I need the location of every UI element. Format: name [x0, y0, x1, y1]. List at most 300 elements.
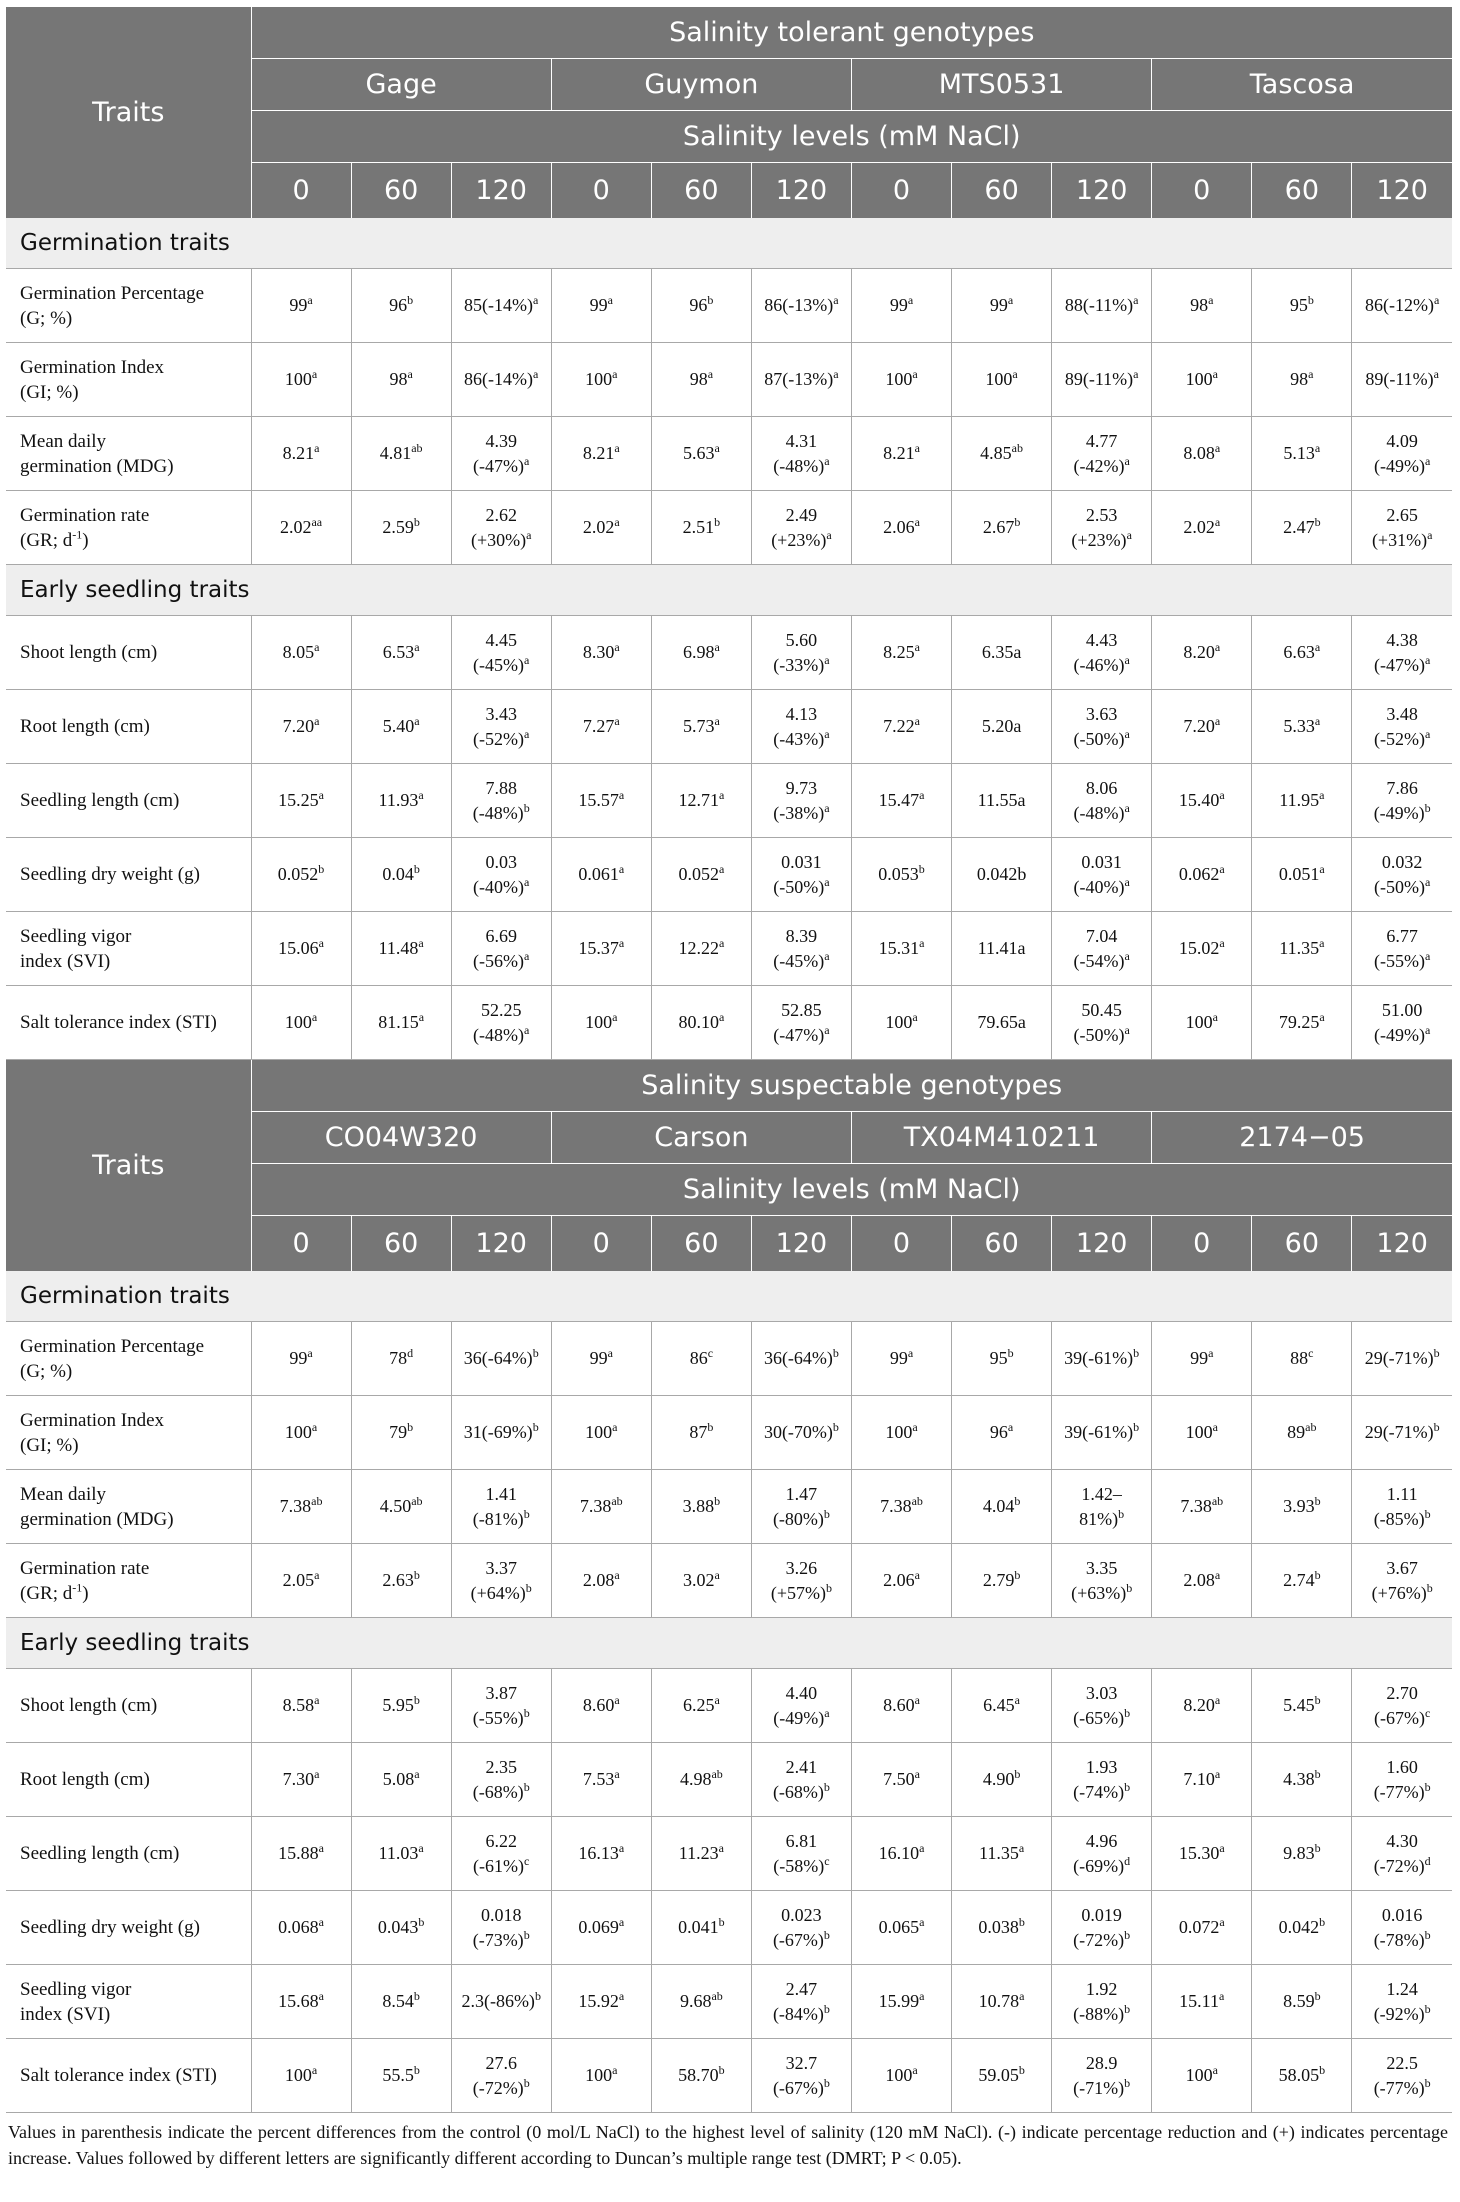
significance-letter: a	[1219, 788, 1225, 802]
value-text: 11.03	[378, 1843, 419, 1863]
value-cell	[952, 1965, 1052, 2039]
value-text: 8.30	[582, 642, 615, 662]
value-cell	[651, 986, 751, 1060]
significance-letter: a	[919, 1841, 925, 1855]
trait-cell	[6, 1965, 251, 2039]
value-cell	[751, 764, 851, 838]
section-title: Early seedling traits	[6, 1618, 1452, 1669]
value-text: 6.98	[682, 642, 715, 662]
value-cell	[451, 764, 551, 838]
significance-letter: a	[1314, 441, 1321, 455]
value-cell	[651, 838, 751, 912]
significance-letter: a	[614, 640, 620, 654]
value-cell	[1052, 1396, 1152, 1470]
value-cell	[952, 1817, 1052, 1891]
value-cell	[1052, 838, 1152, 912]
significance-letter: a	[1212, 367, 1218, 381]
value-text: 0.042b	[976, 864, 1027, 884]
table-row	[6, 1891, 1452, 1965]
value-cell	[751, 417, 851, 491]
significance-letter: a	[1314, 714, 1321, 728]
trait-cell	[6, 1669, 251, 1743]
value-text: 15.25	[278, 790, 319, 810]
value-cell	[1252, 838, 1352, 912]
value-cell	[851, 616, 951, 690]
significance-letter: a	[1018, 1841, 1025, 1855]
value-text: 89(-11%)	[1365, 369, 1434, 389]
significance-letter: a	[614, 441, 620, 455]
significance-letter: b	[1014, 1568, 1021, 1582]
value-cell	[251, 1743, 351, 1817]
value-cell	[251, 1396, 351, 1470]
significance-letter: c	[1425, 1705, 1431, 1720]
value-cell	[1152, 1669, 1252, 1743]
genotype-header: CO04W320	[251, 1112, 551, 1164]
value-text: 98	[1190, 295, 1209, 315]
significance-letter: a	[1133, 293, 1139, 307]
value-cell	[851, 1743, 951, 1817]
value-cell	[351, 690, 451, 764]
value-text: 1.42– 81%)	[1079, 1483, 1122, 1529]
significance-letter: a	[524, 652, 530, 667]
value-text: 0.03 (-40%)	[473, 851, 525, 897]
value-text: 16.10	[878, 1843, 920, 1863]
significance-letter: b	[1314, 1989, 1321, 2003]
trait-cell	[6, 690, 251, 764]
value-cell	[651, 1322, 751, 1396]
value-text: 2.70 (-67%)	[1374, 1682, 1425, 1728]
level-header: 120	[451, 1216, 551, 1272]
value-text: 87(-13%)	[764, 369, 834, 389]
significance-letter: ab	[711, 1989, 723, 2003]
value-cell	[1252, 690, 1352, 764]
value-text: 8.25	[883, 642, 915, 662]
value-cell	[851, 2039, 951, 2113]
value-cell	[651, 616, 751, 690]
value-text: 0.051	[1278, 864, 1320, 884]
trait-cell	[6, 912, 251, 986]
value-cell	[1152, 1396, 1252, 1470]
value-cell	[251, 838, 351, 912]
value-cell	[751, 269, 851, 343]
significance-letter: a	[524, 726, 530, 741]
value-text: 8.05	[282, 642, 315, 662]
value-text: 4.09 (-49%)	[1374, 430, 1425, 476]
significance-letter: b	[714, 1494, 721, 1508]
value-cell	[952, 764, 1052, 838]
significance-letter: a	[1425, 948, 1431, 963]
value-cell	[1252, 1544, 1352, 1618]
value-text: 8.08	[1183, 443, 1215, 463]
value-text: 2.02	[279, 517, 312, 537]
value-cell	[1052, 1669, 1152, 1743]
significance-letter: b	[1424, 1927, 1431, 1942]
section-title: Germination traits	[6, 218, 1452, 269]
value-text: 79	[389, 1422, 408, 1442]
header-row-group	[6, 1060, 1452, 1112]
value-text: 96	[689, 295, 708, 315]
significance-letter: b	[1319, 1915, 1326, 1929]
value-text: 15.37	[578, 938, 619, 958]
value-cell	[1252, 1470, 1352, 1544]
value-text: 8.21	[282, 443, 315, 463]
value-cell	[651, 269, 751, 343]
significance-letter: b	[707, 293, 714, 307]
value-cell	[1252, 1817, 1352, 1891]
trait-cell	[6, 1544, 251, 1618]
significance-letter: a	[318, 1915, 324, 1929]
value-cell	[1052, 1470, 1152, 1544]
value-text: 8.58	[282, 1695, 315, 1715]
significance-letter: a	[614, 1767, 620, 1781]
value-cell	[451, 269, 551, 343]
value-cell	[751, 1669, 851, 1743]
table-row	[6, 491, 1452, 565]
value-cell	[551, 690, 651, 764]
value-cell	[1252, 2039, 1352, 2113]
value-cell	[351, 269, 451, 343]
significance-letter: ab	[611, 1494, 623, 1508]
value-text: 58.05	[1278, 2065, 1320, 2085]
value-text: 0.042	[1278, 1917, 1320, 1937]
value-text: 7.86 (-49%)	[1373, 777, 1425, 823]
value-cell	[1252, 1396, 1352, 1470]
significance-letter: b	[1133, 1420, 1140, 1434]
level-header: 0	[551, 1216, 651, 1272]
level-header: 120	[1052, 1216, 1152, 1272]
level-header: 120	[451, 163, 551, 219]
value-cell	[751, 1743, 851, 1817]
significance-letter: b	[413, 1693, 420, 1707]
value-text: 2.02	[582, 517, 615, 537]
value-cell	[851, 986, 951, 1060]
significance-letter: a	[1019, 1989, 1025, 2003]
value-text: 8.59	[1283, 1991, 1315, 2011]
value-text: 52.25 (-48%)	[473, 999, 525, 1045]
value-text: 4.77 (-42%)	[1073, 430, 1125, 476]
traits-header: Traits	[6, 7, 251, 218]
value-text: 2.02	[1183, 517, 1215, 537]
value-text: 6.22 (-61%)	[473, 1830, 525, 1876]
significance-letter: ab	[411, 1494, 423, 1508]
level-header: 60	[351, 163, 451, 219]
value-cell	[351, 1965, 451, 2039]
value-text: 100	[284, 1012, 312, 1032]
value-cell	[551, 491, 651, 565]
significance-letter: a	[912, 2063, 918, 2077]
value-text: 15.57	[578, 790, 619, 810]
trait-cell	[6, 491, 251, 565]
value-cell	[1252, 764, 1352, 838]
group-title: Salinity tolerant genotypes	[251, 7, 1452, 59]
value-text: 5.33	[1283, 716, 1315, 736]
value-cell	[1152, 1965, 1252, 2039]
value-text: 0.072	[1178, 1917, 1220, 1937]
significance-letter: a	[612, 1010, 618, 1024]
significance-letter: a	[533, 293, 539, 307]
value-text: 2.59	[382, 517, 414, 537]
significance-letter: a	[1124, 726, 1130, 741]
significance-letter: a	[314, 1693, 320, 1707]
value-text: 7.53	[582, 1769, 615, 1789]
value-text: 89(-11%)	[1064, 369, 1134, 389]
value-text: 2.35 (-68%)	[472, 1756, 524, 1802]
value-text: 4.04	[982, 1496, 1015, 1516]
level-header: 60	[651, 163, 751, 219]
value-text: 100	[1185, 1422, 1213, 1442]
value-cell	[1052, 1891, 1152, 1965]
significance-letter: a	[1434, 293, 1440, 307]
trait-label: Root length (cm)	[20, 716, 150, 737]
value-cell	[351, 343, 451, 417]
value-text: 6.69 (-56%)	[473, 925, 525, 971]
significance-letter: a	[1319, 1010, 1325, 1024]
value-cell	[751, 2039, 851, 2113]
value-text: 5.95	[382, 1695, 414, 1715]
results-table	[6, 7, 1452, 2113]
significance-letter: a	[318, 1989, 324, 2003]
value-cell	[451, 1322, 551, 1396]
significance-letter: b	[1424, 800, 1431, 815]
value-text: 0.053	[878, 864, 919, 884]
value-cell	[851, 1817, 951, 1891]
level-header: 0	[251, 1216, 351, 1272]
significance-letter: a	[1319, 788, 1325, 802]
section-row	[6, 1271, 1452, 1322]
value-cell	[1352, 1669, 1452, 1743]
significance-letter: a	[524, 948, 530, 963]
significance-letter: b	[1133, 1346, 1140, 1360]
value-cell	[251, 1544, 351, 1618]
significance-letter: a	[414, 1767, 420, 1781]
section-row	[6, 565, 1452, 616]
significance-letter: b	[523, 2075, 530, 2090]
value-text: 12.71	[678, 790, 719, 810]
value-text: 2.41 (-68%)	[772, 1756, 824, 1802]
value-text: 3.43 (-52%)	[473, 703, 525, 749]
significance-letter: b	[1124, 1927, 1131, 1942]
value-cell	[751, 343, 851, 417]
value-cell	[651, 1544, 751, 1618]
value-text: 8.06 (-48%)	[1073, 777, 1125, 823]
value-text: 8.20	[1183, 1695, 1215, 1715]
genotype-header: TX04M410211	[851, 1112, 1151, 1164]
significance-letter: a	[718, 936, 725, 950]
value-text: 81.15	[378, 1012, 419, 1032]
value-cell	[1152, 1891, 1252, 1965]
level-header: 0	[551, 163, 651, 219]
value-text: 100	[885, 2065, 913, 2085]
significance-letter: b	[823, 1506, 830, 1521]
value-cell	[751, 1891, 851, 1965]
value-text: 15.40	[1178, 790, 1220, 810]
value-cell	[952, 690, 1052, 764]
value-cell	[351, 1817, 451, 1891]
value-cell	[351, 1322, 451, 1396]
value-text: 1.11 (-85%)	[1373, 1483, 1425, 1529]
value-text: 0.052	[277, 864, 319, 884]
value-text: 16.13	[578, 1843, 619, 1863]
value-cell	[351, 1891, 451, 1965]
significance-letter: a	[912, 367, 918, 381]
value-text: 100	[284, 369, 312, 389]
value-text: 99	[289, 295, 308, 315]
value-cell	[952, 912, 1052, 986]
table-block-2	[6, 1060, 1452, 2113]
value-text: 99	[889, 1348, 908, 1368]
value-cell	[1252, 1965, 1352, 2039]
value-cell	[1052, 269, 1152, 343]
value-cell	[1252, 343, 1352, 417]
significance-letter: a	[1214, 1568, 1221, 1582]
significance-letter: b	[1124, 1779, 1131, 1794]
value-text: 0.041	[678, 1917, 719, 1937]
value-cell	[1052, 912, 1152, 986]
value-text: 0.061	[578, 864, 619, 884]
significance-letter: b	[1314, 515, 1321, 529]
value-cell	[251, 1322, 351, 1396]
value-text: 8.39 (-45%)	[773, 925, 825, 971]
value-text: 4.31 (-48%)	[773, 430, 825, 476]
value-text: 100	[284, 2065, 312, 2085]
significance-letter: b	[1314, 1767, 1321, 1781]
value-text: 2.74	[1283, 1570, 1315, 1590]
significance-letter: a	[1314, 640, 1321, 654]
value-cell	[551, 1544, 651, 1618]
value-cell	[751, 1544, 851, 1618]
significance-letter: a	[1219, 1841, 1225, 1855]
value-text: 7.88 (-48%)	[472, 777, 524, 823]
value-text: 3.63 (-50%)	[1073, 703, 1125, 749]
value-text: 1.93 (-74%)	[1073, 1756, 1125, 1802]
value-cell	[1252, 1669, 1352, 1743]
trait-label: Root length (cm)	[20, 1769, 150, 1790]
value-cell	[1152, 690, 1252, 764]
significance-letter: a	[824, 800, 830, 815]
level-header: 0	[251, 163, 351, 219]
trait-cell	[6, 838, 251, 912]
significance-letter: a	[1319, 936, 1325, 950]
significance-letter: b	[1424, 2001, 1431, 2016]
value-cell	[1352, 838, 1452, 912]
value-cell	[952, 616, 1052, 690]
value-text: 3.87 (-55%)	[472, 1682, 524, 1728]
value-cell	[952, 1322, 1052, 1396]
value-cell	[1152, 838, 1252, 912]
table-row	[6, 343, 1452, 417]
significance-letter: a	[618, 862, 625, 876]
value-cell	[751, 912, 851, 986]
table-block-1	[6, 7, 1452, 1060]
value-cell	[851, 912, 951, 986]
value-cell	[1252, 616, 1352, 690]
significance-letter: a	[919, 1915, 925, 1929]
header-row-group	[6, 7, 1452, 59]
value-text: 100	[585, 1422, 613, 1442]
significance-letter: a	[919, 788, 925, 802]
significance-letter: a	[914, 1568, 920, 1582]
value-text: 7.04 (-54%)	[1073, 925, 1125, 971]
significance-letter: a	[907, 1346, 914, 1360]
value-text: 87	[689, 1422, 708, 1442]
value-cell	[1352, 1544, 1452, 1618]
significance-letter: a	[314, 1767, 320, 1781]
significance-letter: a	[618, 1915, 625, 1929]
value-cell	[851, 764, 951, 838]
value-text: 28.9 (-71%)	[1073, 2052, 1125, 2098]
significance-letter: b	[413, 1568, 420, 1582]
value-cell	[1052, 1544, 1152, 1618]
significance-letter: a	[1219, 862, 1225, 876]
significance-letter: ab	[411, 441, 423, 455]
value-cell	[851, 1965, 951, 2039]
value-cell	[1352, 616, 1452, 690]
significance-letter: a	[824, 652, 830, 667]
value-text: 0.043	[377, 1917, 419, 1937]
value-text: 8.54	[382, 1991, 414, 2011]
value-cell	[751, 1396, 851, 1470]
value-text: 7.10	[1183, 1769, 1215, 1789]
significance-letter: b	[1314, 1568, 1321, 1582]
significance-letter: b	[1118, 1506, 1125, 1521]
trait-label: Salt tolerance index (STI)	[20, 2065, 217, 2086]
value-cell	[1252, 269, 1352, 343]
value-cell	[1152, 616, 1252, 690]
value-cell	[952, 1470, 1052, 1544]
significance-letter: a	[318, 936, 324, 950]
value-text: 55.5	[382, 2065, 414, 2085]
value-cell	[851, 269, 951, 343]
trait-label: Seedling dry weight (g)	[20, 864, 200, 885]
value-cell	[451, 986, 551, 1060]
significance-letter: b	[1014, 1494, 1021, 1508]
significance-letter: b	[413, 515, 420, 529]
significance-letter: a	[1214, 640, 1221, 654]
significance-letter: b	[534, 1989, 541, 2003]
value-cell	[551, 1965, 651, 2039]
value-cell	[651, 1470, 751, 1544]
significance-letter: a	[1219, 936, 1225, 950]
value-cell	[1352, 1891, 1452, 1965]
value-text: 1.47 (-80%)	[772, 1483, 824, 1529]
value-text: 86(-12%)	[1365, 295, 1434, 315]
value-text: 100	[1185, 1012, 1213, 1032]
significance-letter: a	[919, 1989, 925, 2003]
significance-letter: a	[318, 788, 324, 802]
value-text: 6.81 (-58%)	[773, 1830, 825, 1876]
significance-letter: a	[618, 936, 625, 950]
value-text: 99	[589, 295, 608, 315]
value-text: 5.73	[682, 716, 715, 736]
value-cell	[451, 1544, 551, 1618]
value-cell	[651, 1817, 751, 1891]
genotype-header: MTS0531	[851, 59, 1151, 111]
significance-letter: a	[824, 1022, 830, 1037]
value-text: 7.30	[282, 1769, 315, 1789]
value-cell	[1352, 343, 1452, 417]
value-cell	[1152, 1544, 1252, 1618]
value-text: 27.6 (-72%)	[472, 2052, 524, 2098]
value-cell	[851, 417, 951, 491]
significance-letter: aa	[311, 515, 323, 529]
value-cell	[1252, 417, 1352, 491]
value-text: 4.30 (-72%)	[1373, 1830, 1425, 1876]
value-cell	[651, 1669, 751, 1743]
value-text: 15.06	[278, 938, 319, 958]
significance-letter: b	[532, 1420, 539, 1434]
level-header: 60	[1252, 1216, 1352, 1272]
value-text: 2.63	[382, 1570, 414, 1590]
